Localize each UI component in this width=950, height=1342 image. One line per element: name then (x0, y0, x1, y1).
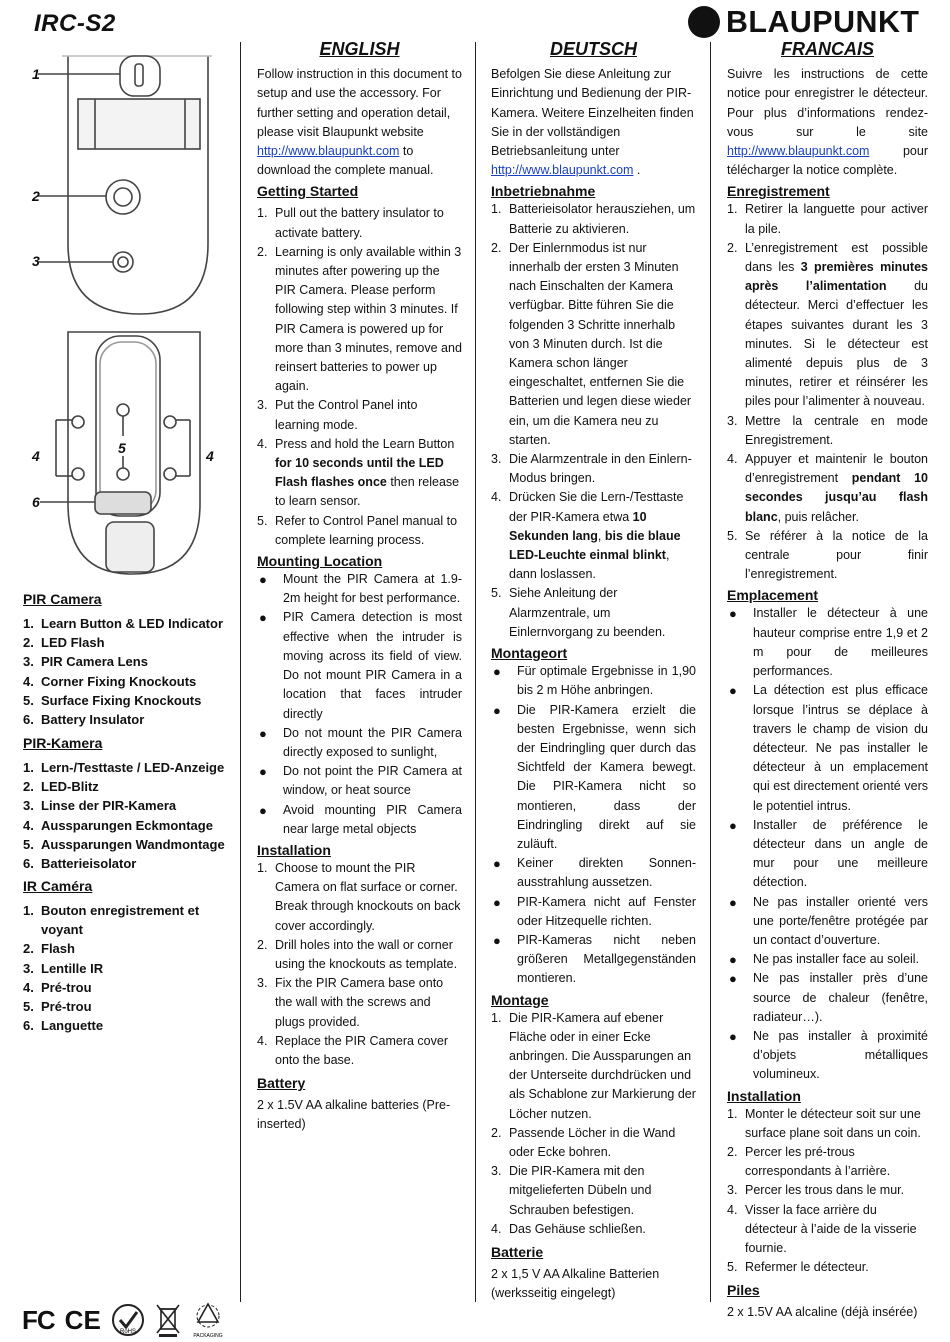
list-item: ● Ne pas installer à proximité d’objets métalliques volumineux. (727, 1027, 928, 1085)
list-item: 6. Batterieisolator (23, 856, 137, 872)
list-item: ● Installer de préférence le détecteur dans un angle de mur pour une meilleure détection. (727, 816, 928, 893)
list-item: 1. Pull out the battery insulator to activate battery. (257, 206, 444, 240)
list-item: 6. Languette (23, 1018, 104, 1034)
list-item: ● Installer le détecteur à une hauteur comprise entre 1,9 et 2 m pour de meilleures performances. (727, 604, 928, 681)
rohs-label: RoHS (119, 1329, 136, 1335)
list-item: 4. Pré-trou (23, 979, 92, 995)
battery-text: 2 x 1,5 V AA Alkaline Batterien (werksseitig eingelegt) (491, 1266, 660, 1301)
brand-name: BLAUPUNKT (726, 4, 920, 39)
list-item: 5. Se référer à la notice de la centrale pour finir l’enregistrement. (727, 528, 928, 582)
ce-icon: CE (64, 1304, 101, 1335)
list-item: 1. Batterieisolator herausziehen, um Batterie zu aktivieren. (491, 202, 696, 236)
list-item: ● Avoid mounting PIR Camera near large metal objects (257, 801, 462, 839)
callout-4-left: 4 (32, 448, 40, 464)
list-item: 2. Flash (23, 941, 75, 957)
blaupunkt-link[interactable]: http://www.blaupunkt.com (727, 144, 870, 159)
list-item: 2. LED Flash (23, 635, 105, 651)
list-item: 4. Appuyer et maintenir le bouton d’enregistrement pendant 10 secondes jusqu’au flash blanc, puis relâcher. (727, 452, 928, 524)
battery-text: 2 x 1.5V AA alkaline batteries (Pre-inserted) (257, 1098, 451, 1132)
callout-6: 6 (32, 494, 40, 510)
installation-title: Montage (491, 991, 549, 1008)
recycle-icon (191, 1300, 225, 1340)
list-item: 2. L’enregistrement est possible dans les 3 premières minutes après l’alimentation du détecteur. Merci d’effectuer les étapes suivantes durant les 3 minutes. Si le détecteur est alimenté depuis plus de 3 minutes, retirer et réinsérer les piles pour l’alimenter à nouveau. (727, 240, 928, 409)
francais-heading: FRANCAIS (781, 39, 874, 59)
list-item: 5. Surface Fixing Knockouts (23, 692, 202, 708)
list-item: 5. Pré-trou (23, 999, 92, 1015)
list-item: 5. Siehe Anleitung der Alarmzentrale, um Einlernvorgang zu beenden. (491, 586, 666, 639)
list-item: 5. Refer to Control Panel manual to complete learning process. (257, 513, 458, 547)
list-item: ● Ne pas installer orienté vers une porte/fenêtre protégée par un contact d’ouverture. (727, 893, 928, 951)
list-item: 4. Press and hold the Learn Button for 10 seconds until the LED Flash flashes once then release to learn sensor. (257, 436, 460, 509)
list-item: 2. Passende Löcher in die Wand oder Ecke bohren. (491, 1125, 676, 1159)
list-item: 1. Lern-/Testtaste / LED-Anzeige (23, 760, 225, 775)
list-item: 6. Battery Insulator (23, 712, 145, 728)
callout-3: 3 (32, 253, 40, 269)
list-item: 1. Retirer la languette pour activer la pile. (727, 202, 928, 236)
getting-started-title: Getting Started (257, 183, 359, 200)
list-item: 2. Der Einlernmodus ist nur innerhalb der ersten 3 Minuten nach Einschalten der Kamera verfügbar. Bitte führen Sie die folgenden 3 Schritte innerhalb von 3 Minuten durch. Ist die Kamera schon länger eingeschaltet, entfernen Sie die Batterien und legen diese wieder ein, um die Kamera neu zu starten. (491, 240, 692, 447)
model-name: IRC-S2 (34, 10, 116, 37)
list-item: 2. LED-Blitz (23, 779, 99, 795)
packaging-label: PACKAGING (193, 1333, 223, 1339)
parts-list-en (23, 590, 233, 729)
column-divider (475, 42, 476, 1302)
brand-logo (688, 4, 923, 40)
list-item: ● PIR-Kamera nicht auf Fenster oder Hitzequelle richten. (491, 893, 696, 931)
list-item: ● Ne pas installer près d’une source de chaleur (fenêtre, radiateur…). (727, 969, 928, 1027)
list-item: 3. Lentille IR (23, 960, 104, 976)
list-item: ● Do not mount the PIR Camera directly exposed to sunlight, (257, 724, 462, 762)
list-item: 4. Corner Fixing Knockouts (23, 673, 197, 689)
list-item: 4. Visser la face arrière du détecteur à l’aide de la visserie fournie. (727, 1202, 917, 1255)
battery-title: Battery (257, 1075, 306, 1092)
list-item: 1. Monter le détecteur soit sur une surface plane soit dans un coin. (727, 1106, 921, 1140)
installation-title: Installation (257, 841, 331, 858)
list-item: 1. Choose to mount the PIR Camera on flat surface or corner. Break through knockouts on back cover accordingly. (257, 860, 461, 933)
list-item: 3. Fix the PIR Camera base onto the wall with the screws and plugs provided. (257, 976, 444, 1029)
list-item: ● PIR-Kameras nicht neben größeren Metallgegenständen montieren. (491, 931, 696, 989)
list-item: ● Do not point the PIR Camera at window, or heat source (257, 762, 462, 800)
column-divider (240, 42, 241, 1302)
callout-4-right: 4 (206, 448, 214, 464)
callout-1: 1 (32, 66, 40, 82)
list-item: ● Mount the PIR Camera at 1.9-2m height for best performance. (257, 570, 462, 608)
list-item: ● PIR Camera detection is most effective when the intruder is moving across its field of view. Do not mount PIR Camera in a location that faces intruder directly (257, 608, 462, 723)
getting-started-title: Enregistrement (727, 183, 830, 200)
francais-column: FRANCAIS Suivre les instructions de cette notice pour enregistrer le détecteur. Pour plus d’informations rendez-vous sur le site http://www.blaupunkt.com pour télécharger la notice complète. Enregistrement 1. Retirer la languette pour activer la pile. 2. L’enregistrement est possible dans les 3 premières minutes après l’alimentation du détecteur. Merci d’effectuer les étapes suivantes durant les 3 minutes. Si le détecteur est alimenté depuis plus de 3 minutes, retirer et réinsérer les piles pour l’alimenter à nouveau. 3. Mettre la centrale en mode Enregistrement. 4. Appuyer et maintenir le bouton d’enregistrement pendant 10 secondes jusqu’au flash blanc, puis relâcher. 5. Se référer à la notice de la centrale pour finir l’enregistrement. Emplacement ● Installer le détecteur à une hauteur comprise entre 1,9 et 2 m pour de meilleures performances. ● La détection est plus efficace lorsque l’intrus se déplace à travers le champ de vision du détecteur. Ne pas installer le détecteur à un emplacement qui est directement orienté vers le potentiel intrus. ● Installer de préférence le détecteur dans un angle de mur pour une meilleure détection. ● Ne pas installer orienté vers une porte/fenêtre protégée par un contact d’ouverture. ● Ne pas installer face au soleil. ● Ne pas installer près d’une source de chaleur (fenêtre, radiateur…). ● Ne pas installer à proximité d’objets métalliques volumineux. Installation 1. Monter le détecteur soit sur une surface plane soit dans un coin. 2. Percer les pré-trous correspondants à l’arrière. 3. Percer les trous dans le mur. 4. Visser la face arrière du détecteur à l’aide de la visserie fournie. 5. Refermer le détecteur. Piles 2 x 1.5V AA alcaline (déjà insérée) (727, 40, 928, 1323)
battery-title: Piles (727, 1282, 760, 1299)
callout-5: 5 (118, 440, 126, 456)
rohs-icon (111, 1303, 145, 1337)
list-item: 3. Die PIR-Kamera mit den mitgelieferten Dübeln und Schrauben befestigen. (491, 1164, 652, 1217)
list-item: 4. Drücken Sie die Lern-/Testtaste der PIR-Kamera etwa 10 Sekunden lang, bis die blaue LED-Leuchte einmal blinkt, dann loslassen. (491, 490, 684, 582)
device-illustration (20, 44, 235, 584)
parts-title: PIR Camera (23, 591, 102, 607)
parts-title: PIR-Kamera (23, 735, 103, 751)
list-item: 3. Linse der PIR-Kamera (23, 798, 177, 814)
parts-list-fr (23, 877, 233, 1035)
list-item: 2. Learning is only available within 3 minutes after powering up the PIR Camera. Please perform following step within 3 minutes. If PIR Camera is powered up for more than 3 minutes, remove and reinsert batteries to power up again. (257, 244, 462, 394)
mounting-title: Montageort (491, 645, 568, 662)
list-item: ● Für optimale Ergebnisse in 1,90 bis 2 m Höhe anbringen. (491, 662, 696, 700)
battery-title: Batterie (491, 1243, 544, 1260)
blaupunkt-link[interactable]: http://www.blaupunkt.com (257, 144, 400, 159)
list-item: ● Ne pas installer face au soleil. (727, 950, 928, 969)
brand-dot-icon (688, 6, 720, 38)
mounting-title: Emplacement (727, 587, 819, 604)
callout-2: 2 (32, 188, 40, 204)
parts-list-de (23, 734, 233, 873)
weee-bin-icon (155, 1303, 181, 1337)
list-item: 3. Mettre la centrale en mode Enregistrement. (727, 413, 928, 447)
column-divider (710, 42, 711, 1302)
english-column: ENGLISH Follow instruction in this document to setup and use the accessory. For further setting and operation detail, please visit Blaupunkt website http://www.blaupunkt.com to download the complete manual. Getting Started 1. Pull out the battery insulator to activate battery. 2. Learning is only available within 3 minutes after powering up the PIR Camera. Please perform following step within 3 minutes. If PIR Camera is powered up for more than 3 minutes, remove and reinsert batteries to power up again. 3. Put the Control Panel into learning mode. 4. Press and hold the Learn Button for 10 seconds until the LED Flash flashes once then release to learn sensor. 5. Refer to Control Panel manual to complete learning process. Mounting Location ● Mount the PIR Camera at 1.9-2m height for best performance. ● PIR Camera detection is most effective when the intruder is moving across its field of view. Do not mount PIR Camera in a location that faces intruder directly ● Do not mount the PIR Camera directly exposed to sunlight, ● Do not point the PIR Camera at window, or heat source ● Avoid mounting PIR Camera near large metal objects Installation 1. Choose to mount the PIR Camera on flat surface or corner. Break through knockouts on back cover accordingly. 2. Drill holes into the wall or corner using the knockouts as template. 3. Fix the PIR Camera base onto the wall with the screws and plugs provided. 4. Replace the PIR Camera cover onto the base. Battery 2 x 1.5V AA alkaline batteries (Pre-inserted) (257, 40, 462, 1135)
list-item: 5. Refermer le détecteur. (727, 1260, 869, 1275)
getting-started-title: Inbetriebnahme (491, 183, 596, 200)
list-item: 4. Replace the PIR Camera cover onto the base. (257, 1033, 448, 1067)
installation-title: Installation (727, 1087, 801, 1104)
list-item: 3. PIR Camera Lens (23, 654, 148, 670)
list-item: 1. Die PIR-Kamera auf ebener Fläche oder in einer Ecke anbringen. Die Aussparungen an der Unterseite durchdrücken und als Schablone zur Markierung der Löcher nutzen. (491, 1010, 696, 1121)
device-front-view (38, 56, 212, 314)
list-item: 3. Percer les trous dans le mur. (727, 1183, 905, 1198)
compliance-logos (22, 1300, 225, 1340)
list-item: 2. Drill holes into the wall or corner using the knockouts as template. (257, 937, 458, 971)
list-item: ● Die PIR-Kamera erzielt die besten Ergebnisse, wenn sich der Eindringling quer durch das Sichtfeld der Kamera bewegt. Die PIR-Kamera nicht so montieren, dass der Eindringling direkt auf sie zuläuft. (491, 701, 696, 855)
deutsch-column: DEUTSCH Befolgen Sie diese Anleitung zur Einrichtung und Bedienung der PIR-Kamera. Weitere Einzelheiten finden Sie in der vollständigen Betriebsanleitung unter http://www.blaupunkt.com . Inbetriebnahme 1. Batterieisolator herausziehen, um Batterie zu aktivieren. 2. Der Einlernmodus ist nur innerhalb der ersten 3 Minuten nach Einschalten der Kamera verfügbar. Bitte führen Sie die folgenden 3 Schritte innerhalb von 3 Minuten durch. Ist die Kamera schon länger eingeschaltet, entfernen Sie die Batterien und legen diese wieder ein, um die Kamera neu zu starten. 3. Die Alarmzentrale in den Einlern-Modus bringen. 4. Drücken Sie die Lern-/Testtaste der PIR-Kamera etwa 10 Sekunden lang, bis die blaue LED-Leuchte einmal blinkt, dann loslassen. 5. Siehe Anleitung der Alarmzentrale, um Einlernvorgang zu beenden. Montageort ● Für optimale Ergebnisse in 1,90 bis 2 m Höhe anbringen. ● Die PIR-Kamera erzielt die besten Ergebnisse, wenn sich der Eindringling quer durch das Sichtfeld der Kamera bewegt. Die PIR-Kamera nicht so montieren, dass der Eindringling direkt auf sie zuläuft. ● Keiner direkten Sonnen-ausstrahlung aussetzen. ● PIR-Kamera nicht auf Fenster oder Hitzequelle richten. ● PIR-Kameras nicht neben größeren Metallgegenständen montieren. Montage 1. Die PIR-Kamera auf ebener Fläche oder in einer Ecke anbringen. Die Aussparungen an der Unterseite durchdrücken und als Schablone zur Markierung der Löcher nutzen. 2. Passende Löcher in die Wand oder Ecke bohren. 3. Die PIR-Kamera mit den mitgelieferten Dübeln und Schrauben befestigen. 4. Das Gehäuse schließen. Batterie 2 x 1,5 V AA Alkaline Batterien (werksseitig eingelegt) (491, 40, 696, 1303)
list-item: 1. Learn Button & LED Indicator (23, 616, 223, 631)
list-item: 2. Percer les pré-trous correspondants à l’arrière. (727, 1144, 891, 1179)
list-item: 5. Aussparungen Wandmontage (23, 836, 225, 852)
parts-title: IR Caméra (23, 878, 93, 894)
list-item: 4. Aussparungen Eckmontage (23, 817, 213, 833)
deutsch-heading: DEUTSCH (549, 39, 637, 59)
list-item: ● Keiner direkten Sonnen-ausstrahlung aussetzen. (491, 854, 696, 892)
list-item: 3. Die Alarmzentrale in den Einlern-Modus bringen. (491, 452, 692, 486)
list-item: 4. Das Gehäuse schließen. (491, 1221, 646, 1236)
list-item: 1. Bouton enregistrement et voyant (23, 903, 200, 938)
mounting-title: Mounting Location (257, 553, 383, 570)
battery-text: 2 x 1.5V AA alcaline (déjà insérée) (727, 1305, 918, 1320)
list-item: 3. Put the Control Panel into learning mode. (257, 398, 418, 432)
list-item: ● La détection est plus efficace lorsque l’intrus se déplace à travers le champ de vision du détecteur. Ne pas installer le détecteur à un emplacement qui est directement orienté vers le potentiel intrus. (727, 681, 928, 815)
fcc-icon: FC (22, 1304, 55, 1335)
english-heading: ENGLISH (319, 39, 400, 59)
blaupunkt-link[interactable]: http://www.blaupunkt.com (491, 163, 634, 178)
